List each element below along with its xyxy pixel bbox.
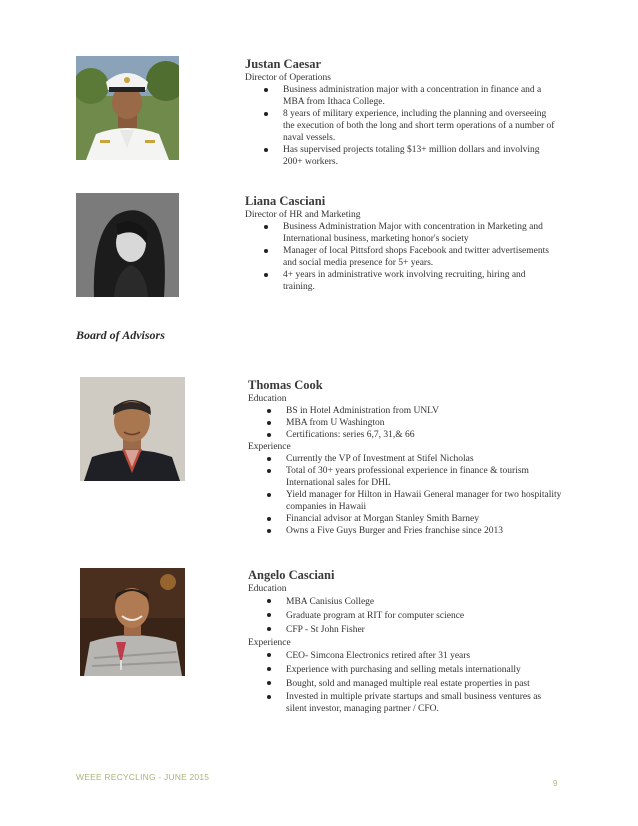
education-list <box>286 595 562 637</box>
bullet-item: Business administration major with a concentration in finance and a MBA from Ithaca College. <box>283 84 559 108</box>
bullet-item: 4+ years in administrative work involving recruiting, hiring and training. <box>283 269 559 293</box>
photo-liana-casciani <box>76 193 179 297</box>
profile-justan-caesar <box>245 57 565 168</box>
person-role: Director of HR and Marketing <box>245 210 361 220</box>
man-with-drink-portrait-image <box>80 568 185 676</box>
photo-angelo-casciani <box>80 568 185 676</box>
woman-portrait-image <box>76 193 179 297</box>
advisor-name: Angelo Casciani <box>248 568 335 582</box>
person-bullets <box>283 84 559 168</box>
experience-list <box>286 453 562 537</box>
person-name: Liana Casciani <box>245 194 326 208</box>
person-name: Justan Caesar <box>245 57 322 71</box>
footer-title: WEEE RECYCLING - JUNE 2015 <box>76 772 210 782</box>
profile-thomas-cook <box>248 378 568 537</box>
bullet-item: Manager of local Pittsford shops Facebook and twitter advertisements and social media presence for 5+ years. <box>283 245 559 269</box>
bullet-item: MBA Canisius College <box>286 595 562 609</box>
board-of-advisors-heading: Board of Advisors <box>76 328 165 342</box>
bullet-item: Owns a Five Guys Burger and Fries franchise since 2013 <box>286 525 562 537</box>
profile-angelo-casciani <box>248 568 568 715</box>
bullet-item: Experience with purchasing and selling metals internationally <box>286 663 562 677</box>
advisor-name: Thomas Cook <box>248 378 323 392</box>
bullet-item: Invested in multiple private startups and small business ventures as silent investor, managing partner / CFO. <box>286 691 562 715</box>
bullet-item: Business Administration Major with concentration in Marketing and International business, marketing honor's society <box>283 221 559 245</box>
bullet-item: CEO- Simcona Electronics retired after 31 years <box>286 649 562 663</box>
bullet-item: Currently the VP of Investment at Stifel Nicholas <box>286 453 562 465</box>
person-bullets <box>283 221 559 293</box>
experience-label: Experience <box>248 638 291 648</box>
bullet-item: BS in Hotel Administration from UNLV <box>286 405 562 417</box>
education-label: Education <box>248 394 287 404</box>
page-number: 9 <box>553 779 558 788</box>
bullet-item: 8 years of military experience, including the planning and overseeing the execution of both the long and short term operations of a number of naval vessels. <box>283 108 559 144</box>
bullet-item: Total of 30+ years professional experience in finance & tourism International sales for DHL <box>286 465 562 489</box>
experience-list <box>286 649 562 715</box>
person-role: Director of Operations <box>245 73 331 83</box>
bullet-item: Has supervised projects totaling $13+ million dollars and involving 200+ workers. <box>283 144 559 168</box>
bullet-item: Yield manager for Hilton in Hawaii General manager for two hospitality companies in Hawaii <box>286 490 562 512</box>
experience-label: Experience <box>248 442 291 452</box>
bullet-item: Bought, sold and managed multiple real estate properties in past <box>286 677 562 691</box>
bullet-item: MBA from U Washington <box>286 417 562 429</box>
bullet-item: CFP - St John Fisher <box>286 623 562 637</box>
officer-portrait-image <box>76 56 179 160</box>
profile-liana-casciani <box>245 194 565 293</box>
education-list <box>286 405 562 441</box>
bullet-item: Financial advisor at Morgan Stanley Smith Barney <box>286 513 562 525</box>
photo-justan-caesar <box>76 56 179 160</box>
bullet-item: Graduate program at RIT for computer science <box>286 609 562 623</box>
man-portrait-image <box>80 377 185 481</box>
photo-thomas-cook <box>80 377 185 481</box>
bullet-item: Certifications: series 6,7, 31,& 66 <box>286 429 562 441</box>
education-label: Education <box>248 584 287 594</box>
